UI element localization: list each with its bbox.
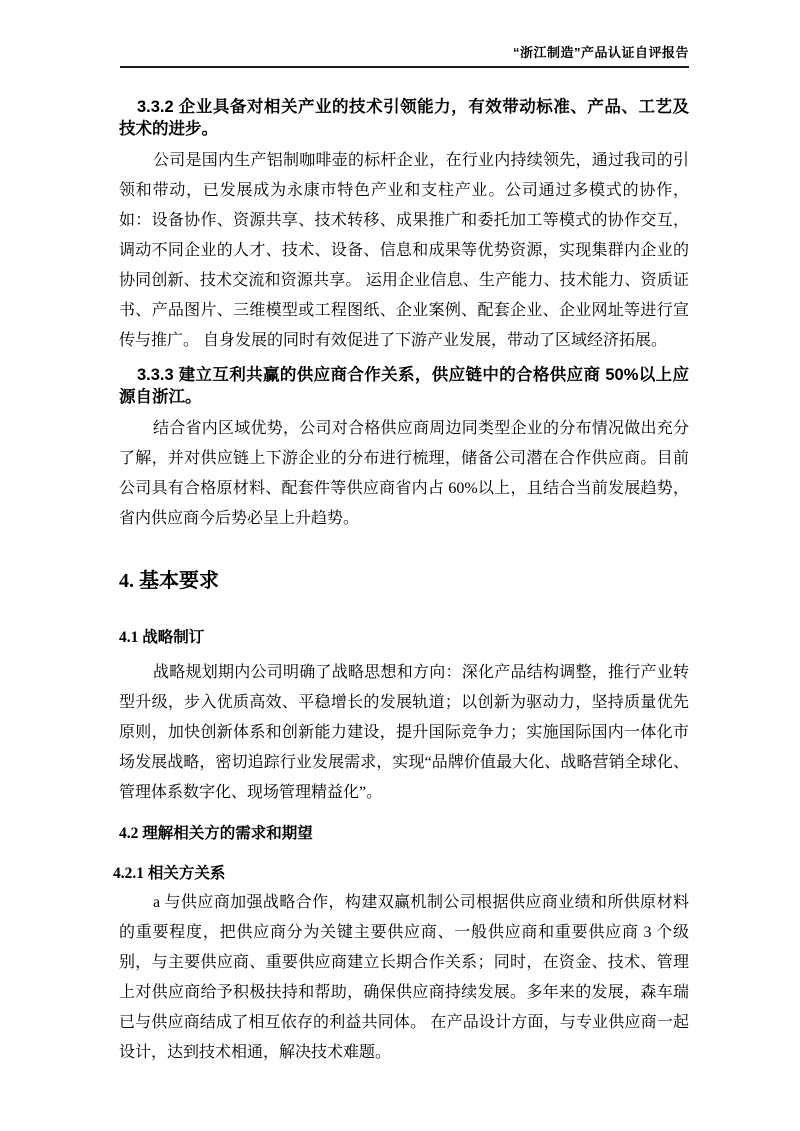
section-heading-3-3-2: 3.3.2 企业具备对相关产业的技术引领能力，有效带动标准、产品、工艺及技术的进步。 xyxy=(119,98,689,138)
header-title: “浙江制造”产品认证自评报告 xyxy=(512,45,689,60)
paragraph-3-3-3: 结合省内区域优势，公司对合格供应商周边同类型企业的分布情况做出充分了解，并对供应链上下游企业的分布进行梳理，储备公司潜在合作供应商。目前公司具有合格原材料、配套件等供应商省内占 60%以上，且结合当前发展趋势，省内供应商今后势必呈上升趋势。 xyxy=(119,420,689,527)
paragraph-4-2-1: a 与供应商加强战略合作，构建双赢机制公司根据供应商业绩和所供原材料的重要程度，把供应商分为关键主要供应商、一般供应商和重要供应商 3 个级别，与主要供应商、重要供应商建立长期合作关系；同时，在资金、技术、管理上对供应商给予积极扶持和帮助，确保供应商持续发展。多年来的发展，森车瑞已与供应商结成了相互依存的利益共同体。 在产品设计方面，与专业供应商一起设计，达到技术相通，解决技术难题。 xyxy=(119,894,689,1061)
chapter-heading-4: 4. 基本要求 xyxy=(119,570,219,592)
document-content xyxy=(113,88,689,1074)
paragraph-4-1: 战略规划期内公司明确了战略思想和方向：深化产品结构调整，推行产业转型升级，步入优质高效、平稳增长的发展轨道；以创新为驱动力，坚持质量优先原则，加快创新体系和创新能力建设，提升国际竞争力；实施国际国内一体化市场发展战略，密切追踪行业发展需求，实现“品牌价值最大化、战略营销全球化、管理体系数字化、现场管理精益化”。 xyxy=(119,664,689,801)
page-header xyxy=(120,42,689,68)
section-heading-3-3-3: 3.3.3 建立互利共赢的供应商合作关系，供应链中的合格供应商 50%以上应源自浙江。 xyxy=(119,366,689,406)
paragraph-3-3-2: 公司是国内生产铝制咖啡壶的标杆企业，在行业内持续领先，通过我司的引领和带动，已发展成为永康市特色产业和支柱产业。公司通过多模式的协作，如：设备协作、资源共享、技术转移、成果推广和委托加工等模式的协作交互，调动不同企业的人才、技术、设备、信息和成果等优势资源，实现集群内企业的协同创新、技术交流和资源共享。 运用企业信息、生产能力、技术能力、资质证书、产品图片、三维模型或工程图纸、企业案例、配套企业、企业网址等进行宣传与推广。 自身发展的同时有效促进了下游产业发展，带动了区域经济拓展。 xyxy=(119,152,689,349)
section-heading-4-2-1: 4.2.1 相关方关系 xyxy=(113,865,226,882)
section-heading-4-1: 4.1 战略制订 xyxy=(119,629,205,646)
section-heading-4-2: 4.2 理解相关方的需求和期望 xyxy=(119,825,313,842)
